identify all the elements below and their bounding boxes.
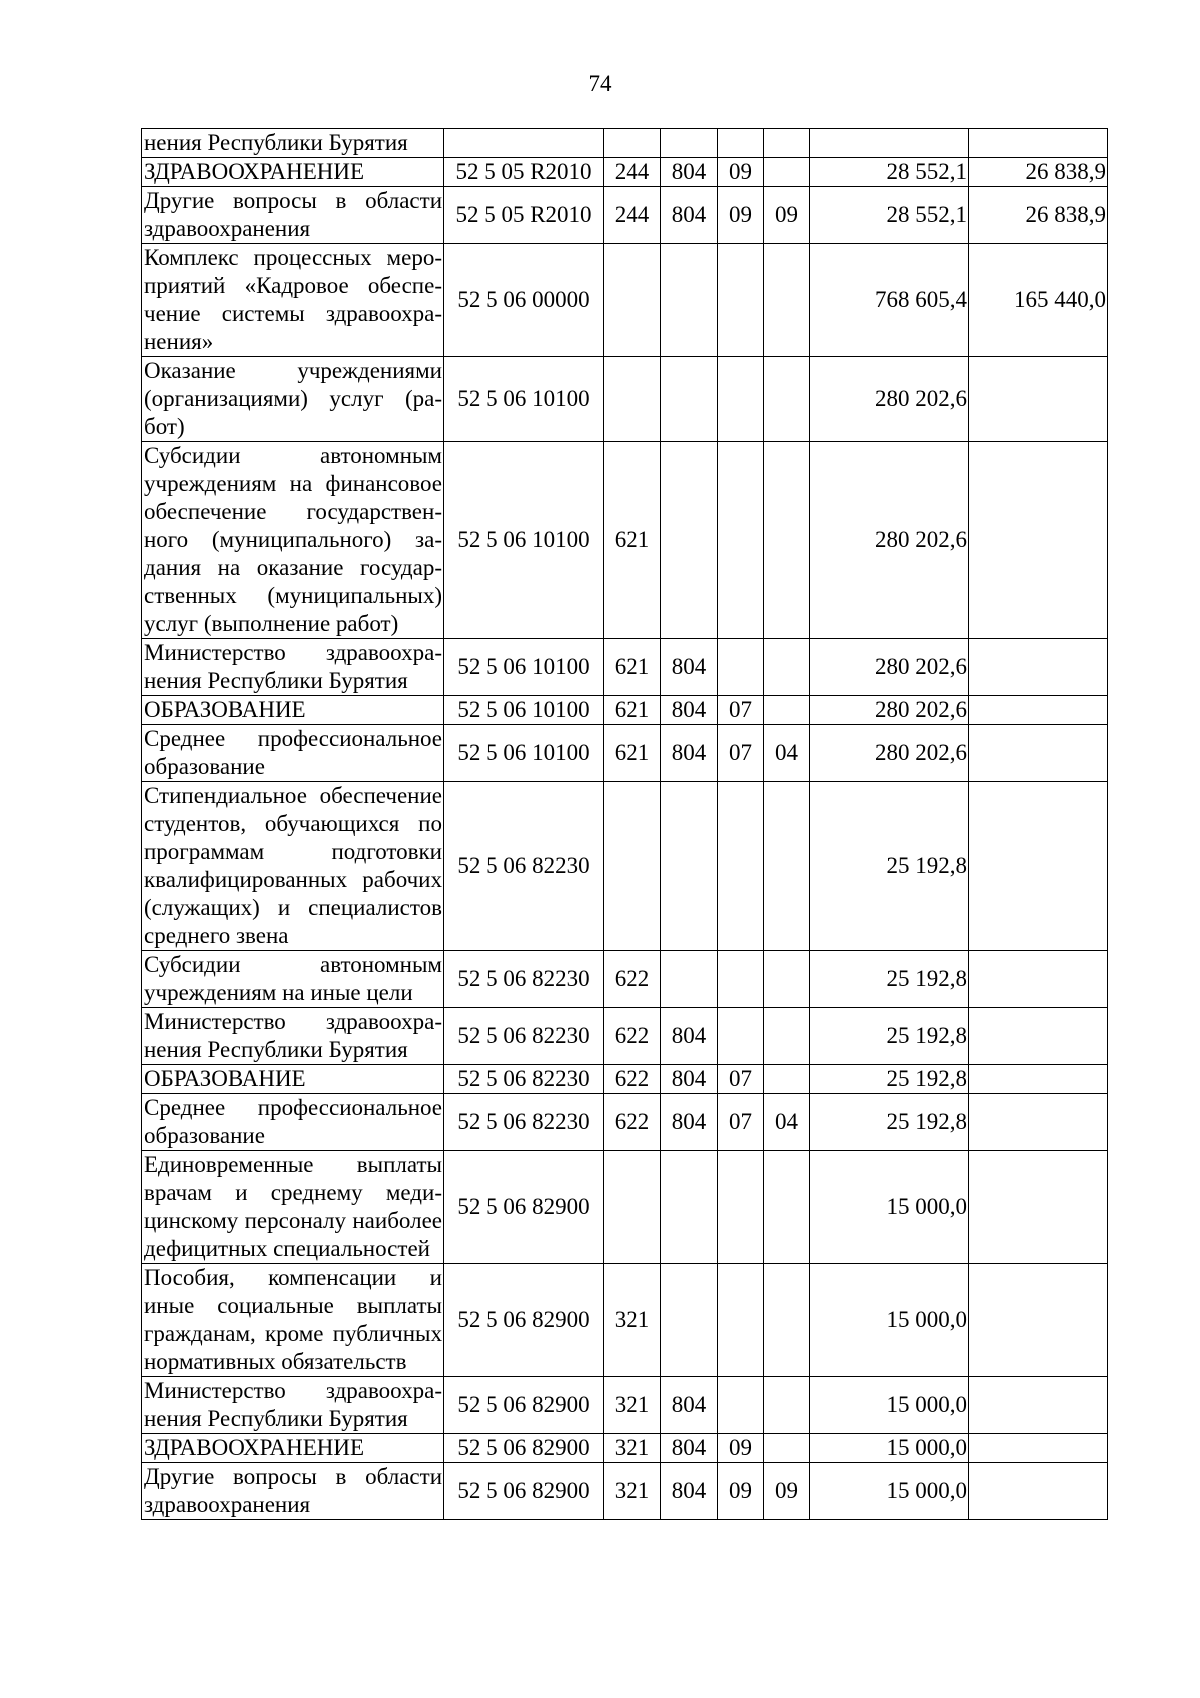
ministry-code-cell — [661, 1264, 718, 1377]
table-row — [142, 1008, 1108, 1065]
ministry-code-cell — [661, 357, 718, 442]
amount-2-cell — [969, 442, 1108, 639]
expense-type-cell — [604, 357, 661, 442]
section-cell: 07 — [718, 725, 764, 782]
expense-type-cell — [604, 244, 661, 357]
expense-type-cell: 621 — [604, 725, 661, 782]
section-cell — [718, 951, 764, 1008]
row-name-cell: Другие вопросы в области здравоохранения — [142, 187, 444, 244]
ministry-code-cell: 804 — [661, 1094, 718, 1151]
ministry-code-cell — [661, 782, 718, 951]
amount-2-cell — [969, 1434, 1108, 1463]
table-row — [142, 244, 1108, 357]
expense-type-cell: 321 — [604, 1377, 661, 1434]
section-cell — [718, 1151, 764, 1264]
table-row — [142, 1377, 1108, 1434]
table-row — [142, 696, 1108, 725]
target-code-cell: 52 5 06 10100 — [444, 639, 604, 696]
row-name-cell: Среднее профессиональное образование — [142, 1094, 444, 1151]
amount-2-cell — [969, 357, 1108, 442]
target-code-cell — [444, 129, 604, 158]
target-code-cell: 52 5 06 82230 — [444, 782, 604, 951]
row-name-cell: ЗДРАВООХРАНЕНИЕ — [142, 158, 444, 187]
section-cell — [718, 639, 764, 696]
amount-2-cell — [969, 1094, 1108, 1151]
target-code-cell: 52 5 06 82900 — [444, 1463, 604, 1520]
subsection-cell — [764, 244, 810, 357]
expense-type-cell: 321 — [604, 1434, 661, 1463]
subsection-cell — [764, 1008, 810, 1065]
ministry-code-cell — [661, 951, 718, 1008]
row-name-cell: Субсидии автономным учреждениям на финансовое обеспечение государственного (муниципального) задания на оказание государственных (муниципальных) услуг (выполнение работ) — [142, 442, 444, 639]
amount-2-cell — [969, 1463, 1108, 1520]
ministry-code-cell: 804 — [661, 158, 718, 187]
table-row — [142, 158, 1108, 187]
table-row — [142, 1151, 1108, 1264]
row-name-cell: Министерство здравоохранения Республики Бурятия — [142, 1377, 444, 1434]
target-code-cell: 52 5 06 82900 — [444, 1151, 604, 1264]
table-row — [142, 1264, 1108, 1377]
expense-type-cell: 622 — [604, 951, 661, 1008]
expense-type-cell: 622 — [604, 1065, 661, 1094]
subsection-cell: 04 — [764, 725, 810, 782]
ministry-code-cell: 804 — [661, 1463, 718, 1520]
expense-type-cell: 621 — [604, 639, 661, 696]
section-cell — [718, 1377, 764, 1434]
section-cell: 09 — [718, 1434, 764, 1463]
target-code-cell: 52 5 06 82900 — [444, 1434, 604, 1463]
section-cell — [718, 357, 764, 442]
target-code-cell: 52 5 05 R2010 — [444, 158, 604, 187]
section-cell: 07 — [718, 1094, 764, 1151]
budget-table — [141, 128, 1108, 1520]
row-name-cell: Пособия, компенсации и иные социальные выплаты гражданам, кроме публичных нормативных обязательств — [142, 1264, 444, 1377]
amount-1-cell: 28 552,1 — [810, 187, 969, 244]
ministry-code-cell: 804 — [661, 1065, 718, 1094]
expense-type-cell: 244 — [604, 158, 661, 187]
expense-type-cell: 621 — [604, 696, 661, 725]
subsection-cell — [764, 1151, 810, 1264]
amount-2-cell — [969, 1065, 1108, 1094]
row-name-cell: Единовременные выплаты врачам и среднему медицинскому персоналу наиболее дефицитных специальностей — [142, 1151, 444, 1264]
row-name-cell: Субсидии автономным учреждениям на иные цели — [142, 951, 444, 1008]
expense-type-cell: 321 — [604, 1264, 661, 1377]
amount-1-cell: 15 000,0 — [810, 1434, 969, 1463]
ministry-code-cell — [661, 1151, 718, 1264]
ministry-code-cell: 804 — [661, 1434, 718, 1463]
amount-1-cell: 280 202,6 — [810, 696, 969, 725]
expense-type-cell: 622 — [604, 1008, 661, 1065]
amount-1-cell: 280 202,6 — [810, 639, 969, 696]
section-cell: 09 — [718, 158, 764, 187]
amount-1-cell: 25 192,8 — [810, 1065, 969, 1094]
amount-1-cell: 768 605,4 — [810, 244, 969, 357]
target-code-cell: 52 5 06 82230 — [444, 1065, 604, 1094]
table-row — [142, 639, 1108, 696]
table-row — [142, 1094, 1108, 1151]
row-name-cell: ОБРАЗОВАНИЕ — [142, 696, 444, 725]
amount-2-cell — [969, 1264, 1108, 1377]
ministry-code-cell: 804 — [661, 639, 718, 696]
amount-2-cell: 26 838,9 — [969, 158, 1108, 187]
expense-type-cell — [604, 782, 661, 951]
ministry-code-cell: 804 — [661, 1377, 718, 1434]
subsection-cell: 09 — [764, 1463, 810, 1520]
section-cell — [718, 244, 764, 357]
table-row — [142, 1065, 1108, 1094]
amount-1-cell: 280 202,6 — [810, 442, 969, 639]
amount-1-cell: 15 000,0 — [810, 1463, 969, 1520]
subsection-cell — [764, 639, 810, 696]
target-code-cell: 52 5 06 10100 — [444, 442, 604, 639]
target-code-cell: 52 5 06 10100 — [444, 696, 604, 725]
target-code-cell: 52 5 06 82230 — [444, 951, 604, 1008]
subsection-cell — [764, 158, 810, 187]
subsection-cell — [764, 951, 810, 1008]
subsection-cell — [764, 442, 810, 639]
table-row — [142, 442, 1108, 639]
expense-type-cell — [604, 1151, 661, 1264]
section-cell: 07 — [718, 1065, 764, 1094]
section-cell — [718, 782, 764, 951]
amount-1-cell: 25 192,8 — [810, 1094, 969, 1151]
ministry-code-cell: 804 — [661, 725, 718, 782]
expense-type-cell: 621 — [604, 442, 661, 639]
amount-1-cell: 25 192,8 — [810, 1008, 969, 1065]
amount-2-cell — [969, 696, 1108, 725]
table-row — [142, 782, 1108, 951]
amount-1-cell: 15 000,0 — [810, 1151, 969, 1264]
section-cell — [718, 1264, 764, 1377]
section-cell — [718, 1008, 764, 1065]
section-cell: 07 — [718, 696, 764, 725]
table-row — [142, 951, 1108, 1008]
table-row — [142, 725, 1108, 782]
target-code-cell: 52 5 06 10100 — [444, 725, 604, 782]
amount-1-cell: 28 552,1 — [810, 158, 969, 187]
subsection-cell — [764, 129, 810, 158]
amount-1-cell: 280 202,6 — [810, 725, 969, 782]
section-cell: 09 — [718, 187, 764, 244]
row-name-cell: ОБРАЗОВАНИЕ — [142, 1065, 444, 1094]
ministry-code-cell — [661, 129, 718, 158]
subsection-cell: 09 — [764, 187, 810, 244]
ministry-code-cell: 804 — [661, 1008, 718, 1065]
amount-1-cell: 280 202,6 — [810, 357, 969, 442]
row-name-cell: Стипендиальное обеспечение студентов, обучающихся по программам подготовки квалифицированных рабочих (служащих) и специалистов среднего звена — [142, 782, 444, 951]
page-number: 74 — [588, 71, 612, 96]
target-code-cell: 52 5 06 10100 — [444, 357, 604, 442]
table-body — [142, 129, 1108, 1520]
row-name-cell: Среднее профессиональное образование — [142, 725, 444, 782]
amount-1-cell: 15 000,0 — [810, 1377, 969, 1434]
amount-2-cell — [969, 1008, 1108, 1065]
expense-type-cell — [604, 129, 661, 158]
amount-2-cell — [969, 639, 1108, 696]
expense-type-cell: 321 — [604, 1463, 661, 1520]
section-cell — [718, 442, 764, 639]
row-name-cell: Оказание учреждениями (организациями) услуг (работ) — [142, 357, 444, 442]
amount-1-cell: 25 192,8 — [810, 951, 969, 1008]
target-code-cell: 52 5 06 82230 — [444, 1008, 604, 1065]
amount-1-cell: 25 192,8 — [810, 782, 969, 951]
amount-2-cell — [969, 129, 1108, 158]
ministry-code-cell: 804 — [661, 187, 718, 244]
amount-1-cell: 15 000,0 — [810, 1264, 969, 1377]
subsection-cell — [764, 1377, 810, 1434]
subsection-cell — [764, 782, 810, 951]
target-code-cell: 52 5 06 00000 — [444, 244, 604, 357]
section-cell — [718, 129, 764, 158]
subsection-cell — [764, 1434, 810, 1463]
amount-2-cell: 26 838,9 — [969, 187, 1108, 244]
subsection-cell — [764, 1264, 810, 1377]
table-row — [142, 187, 1108, 244]
amount-2-cell — [969, 782, 1108, 951]
expense-type-cell: 622 — [604, 1094, 661, 1151]
ministry-code-cell — [661, 442, 718, 639]
row-name-cell: нения Республики Бурятия — [142, 129, 444, 158]
target-code-cell: 52 5 05 R2010 — [444, 187, 604, 244]
ministry-code-cell — [661, 244, 718, 357]
expense-type-cell: 244 — [604, 187, 661, 244]
target-code-cell: 52 5 06 82230 — [444, 1094, 604, 1151]
row-name-cell: ЗДРАВООХРАНЕНИЕ — [142, 1434, 444, 1463]
table-row — [142, 357, 1108, 442]
subsection-cell — [764, 357, 810, 442]
target-code-cell: 52 5 06 82900 — [444, 1264, 604, 1377]
subsection-cell: 04 — [764, 1094, 810, 1151]
table-row — [142, 1463, 1108, 1520]
row-name-cell: Министерство здравоохранения Республики Бурятия — [142, 639, 444, 696]
amount-1-cell — [810, 129, 969, 158]
amount-2-cell — [969, 1151, 1108, 1264]
amount-2-cell: 165 440,0 — [969, 244, 1108, 357]
table-row — [142, 129, 1108, 158]
table-row — [142, 1434, 1108, 1463]
subsection-cell — [764, 696, 810, 725]
section-cell: 09 — [718, 1463, 764, 1520]
subsection-cell — [764, 1065, 810, 1094]
row-name-cell: Другие вопросы в области здравоохранения — [142, 1463, 444, 1520]
amount-2-cell — [969, 725, 1108, 782]
amount-2-cell — [969, 1377, 1108, 1434]
ministry-code-cell: 804 — [661, 696, 718, 725]
row-name-cell: Комплекс процессных мероприятий «Кадровое обеспечение системы здравоохранения» — [142, 244, 444, 357]
amount-2-cell — [969, 951, 1108, 1008]
target-code-cell: 52 5 06 82900 — [444, 1377, 604, 1434]
row-name-cell: Министерство здравоохранения Республики Бурятия — [142, 1008, 444, 1065]
